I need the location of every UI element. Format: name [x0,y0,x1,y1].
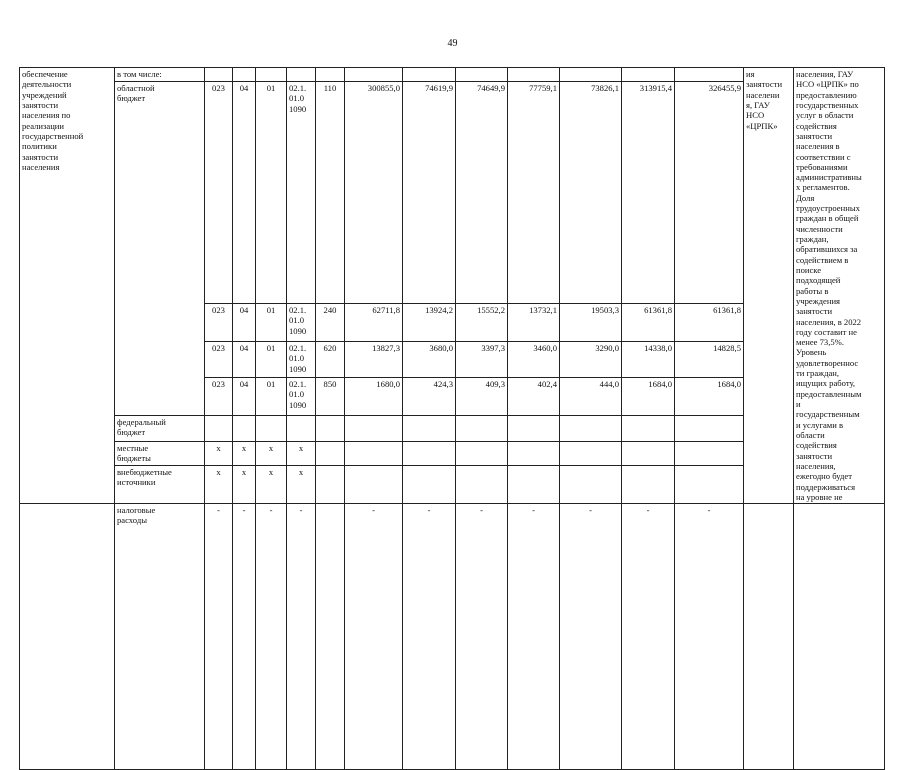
amount-cell: 1684,0 [622,378,675,416]
amount-cell: 313915,4 [622,82,675,304]
subsection-code: 01 [256,304,287,342]
grbs-code: 023 [205,304,233,342]
dash-mark: - [622,504,675,770]
amount-cell: 13827,3 [345,342,403,378]
budget-table [19,67,885,770]
target-article-code: 02.1. 01.0 1090 [287,82,316,304]
amount-cell: 3680,0 [403,342,456,378]
amount-cell: 300855,0 [345,82,403,304]
dash-mark: - [256,504,287,770]
amount-cell: 3290,0 [560,342,622,378]
subsection-code: 01 [256,342,287,378]
amount-cell: 19503,3 [560,304,622,342]
target-article-code: 02.1. 01.0 1090 [287,378,316,416]
dash-mark: - [345,504,403,770]
amount-cell: 1684,0 [675,378,744,416]
dash-mark: - [675,504,744,770]
amount-cell: 3397,3 [456,342,508,378]
grbs-code: 023 [205,82,233,304]
amount-cell: 74619,9 [403,82,456,304]
expense-type-code: 110 [316,82,345,304]
subsection-code: 01 [256,82,287,304]
amount-cell: 61361,8 [675,304,744,342]
amount-cell: 13924,2 [403,304,456,342]
regional-budget-label: областной бюджет [115,82,205,416]
amount-cell: 3460,0 [508,342,560,378]
section-code: 04 [233,304,256,342]
dash-mark: - [456,504,508,770]
dash-mark: - [233,504,256,770]
na-mark: х [205,466,233,504]
amount-cell: 62711,8 [345,304,403,342]
dash-mark: - [205,504,233,770]
dash-mark: - [560,504,622,770]
federal-budget-label: федеральный бюджет [115,416,205,442]
amount-cell: 326455,9 [675,82,744,304]
expense-type-code: 240 [316,304,345,342]
amount-cell: 15552,2 [456,304,508,342]
amount-cell: 13732,1 [508,304,560,342]
na-mark: х [287,466,316,504]
table-row [20,504,885,770]
amount-cell: 409,3 [456,378,508,416]
amount-cell: 74649,9 [456,82,508,304]
page-number: 49 [447,38,458,49]
na-mark: х [233,442,256,466]
na-mark: х [256,466,287,504]
amount-cell: 424,3 [403,378,456,416]
tax-expenses-label: налоговые расходы [115,504,205,770]
grbs-code: 023 [205,378,233,416]
local-budget-label: местные бюджеты [115,442,205,466]
na-mark: х [233,466,256,504]
intro-label: в том числе: [115,68,205,82]
section-code: 04 [233,82,256,304]
dash-mark: - [508,504,560,770]
activity-cell: обеспечение деятельности учреждений занятости населения по реализации государственной политики занятости населения [20,68,115,504]
na-mark: х [256,442,287,466]
na-mark: х [205,442,233,466]
dash-mark: - [403,504,456,770]
grbs-code: 023 [205,342,233,378]
result-cell: населения, ГАУ НСО «ЦРПК» по предоставлению государственных услуг в области содействия занятости населения в соответствии с требованиями административны х регламентов. Доля трудоустроенных граждан в общей численности граждан, обратившихся за содействием в поиске подходящей работы в учреждения занятости населения, в 2022 году составит не менее 73,5%. Уровень удовлетвореннос ти граждан, ищущих работу, предоставленным и государственным и услугами в области содействия занятости населения, ежегодно будет поддерживаться на уровне не [794,68,885,504]
subsection-code: 01 [256,378,287,416]
expense-type-code: 850 [316,378,345,416]
amount-cell: 73826,1 [560,82,622,304]
amount-cell: 14828,5 [675,342,744,378]
amount-cell: 1680,0 [345,378,403,416]
expense-type-code: 620 [316,342,345,378]
amount-cell: 77759,1 [508,82,560,304]
section-code: 04 [233,378,256,416]
executor-cell: ия занятости населени я, ГАУ НСО «ЦРПК» [744,68,794,504]
amount-cell: 444,0 [560,378,622,416]
offbudget-label: внебюджетные источники [115,466,205,504]
amount-cell: 14338,0 [622,342,675,378]
dash-mark: - [287,504,316,770]
amount-cell: 61361,8 [622,304,675,342]
target-article-code: 02.1. 01.0 1090 [287,342,316,378]
amount-cell: 402,4 [508,378,560,416]
na-mark: х [287,442,316,466]
target-article-code: 02.1. 01.0 1090 [287,304,316,342]
section-code: 04 [233,342,256,378]
